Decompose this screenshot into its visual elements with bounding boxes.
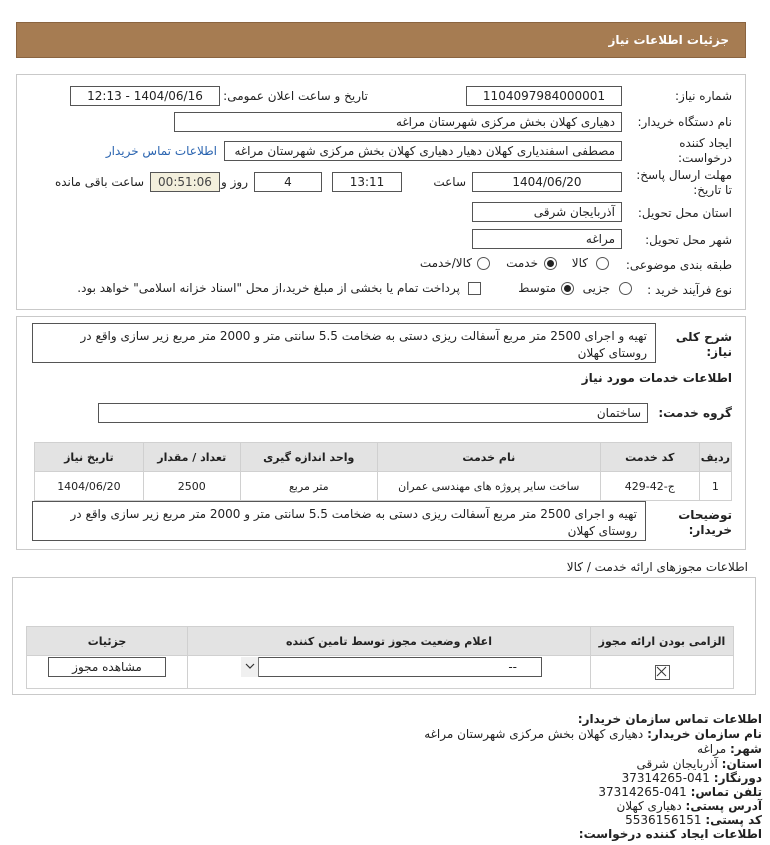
creator-heading: اطلاعات ایجاد کننده درخواست: xyxy=(578,827,762,841)
purchase-radio-medium[interactable] xyxy=(561,282,574,295)
contact-fax-label: دورنگار: xyxy=(713,771,762,785)
service-group-field: ساختمان xyxy=(98,403,648,423)
buyer-contact-link[interactable]: اطلاعات تماس خریدار xyxy=(105,144,217,158)
col-quantity: تعداد / مقدار xyxy=(143,443,240,472)
contact-fax xyxy=(622,771,762,785)
services-table-header xyxy=(35,443,732,472)
contact-province xyxy=(637,757,762,771)
col-service-code: کد خدمت xyxy=(600,443,699,472)
services-section-title: اطلاعات خدمات مورد نیاز xyxy=(581,371,732,385)
contact-address-value: دهیاری کهلان xyxy=(616,799,682,813)
service-group-label: گروه خدمت: xyxy=(658,406,732,420)
treasury-payment-note: پرداخت تمام یا بخشی از مبلغ خرید،از محل "اسناد خزانه اسلامی" خواهد بود. xyxy=(77,281,460,295)
need-number-label: شماره نیاز: xyxy=(675,89,732,103)
contact-address xyxy=(617,799,762,813)
services-table xyxy=(34,442,732,501)
category-radio-service[interactable] xyxy=(544,257,557,270)
creator-label-2: درخواست: xyxy=(678,151,732,165)
purchase-option-medium: متوسط xyxy=(518,281,556,295)
remaining-time-label: ساعت باقی مانده xyxy=(54,175,144,189)
col-permit-status: اعلام وضعیت مجوز توسط تامین کننده xyxy=(188,627,591,656)
purchase-type-label: نوع فرآیند خرید : xyxy=(647,283,732,297)
creator-field: مصطفی اسفندیاری کهلان دهیار دهیاری کهلان بخش مرکزی شهرستان مراغه xyxy=(224,141,622,161)
deadline-date-field: 1404/06/20 xyxy=(472,172,622,192)
buyer-notes-label-1: توضیحات xyxy=(678,508,732,522)
permits-table-header xyxy=(27,627,734,656)
city-label: شهر محل تحویل: xyxy=(645,233,732,247)
buyer-name-field: دهیاری کهلان بخش مرکزی شهرستان مراغه xyxy=(174,112,622,132)
col-permit-required: الزامی بودن ارائه مجوز xyxy=(591,627,734,656)
cell-quantity: 2500 xyxy=(143,472,240,501)
city-field: مراغه xyxy=(472,229,622,249)
category-option-service: خدمت xyxy=(506,256,538,270)
days-label: روز و xyxy=(221,175,248,189)
view-permit-button[interactable]: مشاهده مجوز xyxy=(48,657,166,677)
remaining-time-field: 00:51:06 xyxy=(150,172,220,192)
contact-postal-label: کد پستی: xyxy=(705,813,762,827)
cell-row: 1 xyxy=(699,472,731,501)
contact-fax-value: 041-37314265 xyxy=(621,771,710,785)
col-permit-details: جزئیات xyxy=(27,627,188,656)
contact-org-label: نام سازمان خریدار: xyxy=(647,727,762,741)
chevron-down-icon[interactable] xyxy=(241,657,259,677)
category-label: طبقه بندی موضوعی: xyxy=(625,258,732,272)
permits-title: اطلاعات مجوزهای ارائه خدمت / کالا xyxy=(566,560,748,574)
summary-label-1: شرح کلی xyxy=(675,330,732,344)
cell-need-date: 1404/06/20 xyxy=(35,472,144,501)
permit-status-select-value: -- xyxy=(508,660,517,674)
table-row xyxy=(35,472,732,501)
col-unit: واحد اندازه گیری xyxy=(240,443,377,472)
province-field: آذربایجان شرقی xyxy=(472,202,622,222)
buyer-notes-box: تهیه و اجرای 2500 متر مربع آسفالت ریزی دستی به ضخامت 5.5 سانتی متر و 2000 متر مربع زیر سازی واقع در روستای کهلان xyxy=(32,501,646,541)
col-need-date: تاریخ نیاز xyxy=(35,443,144,472)
announce-date-label: تاریخ و ساعت اعلان عمومی: xyxy=(223,89,368,103)
contact-phone-value: 041-37314265 xyxy=(598,785,687,799)
col-row: ردیف xyxy=(699,443,731,472)
purchase-radio-minor[interactable] xyxy=(619,282,632,295)
contact-city xyxy=(697,742,762,756)
days-remaining-field: 4 xyxy=(254,172,322,192)
contact-province-label: استان: xyxy=(721,757,762,771)
summary-text-box: تهیه و اجرای 2500 متر مربع آسفالت ریزی دستی به ضخامت 5.5 سانتی متر و 2000 متر مربع زیر سازی واقع در روستای کهلان xyxy=(32,323,656,363)
contact-org xyxy=(424,727,762,741)
treasury-payment-checkbox[interactable] xyxy=(468,282,481,295)
province-label: استان محل تحویل: xyxy=(637,206,732,220)
contact-org-value: دهیاری کهلان بخش مرکزی شهرستان مراغه xyxy=(424,727,644,741)
announce-date-field: 1404/06/16 - 12:13 xyxy=(70,86,220,106)
deadline-label-2: تا تاریخ: xyxy=(693,183,732,197)
page-header xyxy=(16,22,746,58)
buyer-notes-label-2: خریدار: xyxy=(688,523,732,537)
contact-city-value: مراغه xyxy=(697,742,727,756)
category-radio-goods-service[interactable] xyxy=(477,257,490,270)
contact-section xyxy=(0,708,770,845)
category-radio-goods[interactable] xyxy=(596,257,609,270)
col-service-name: نام خدمت xyxy=(377,443,600,472)
need-number-field: 1104097984000001 xyxy=(466,86,622,106)
buyer-name-label: نام دستگاه خریدار: xyxy=(637,115,732,129)
category-option-goods: کالا xyxy=(571,256,588,270)
contact-phone xyxy=(598,785,762,799)
deadline-label-1: مهلت ارسال پاسخ: xyxy=(636,168,732,182)
need-info-panel xyxy=(16,74,746,310)
cell-unit: متر مربع xyxy=(240,472,377,501)
contact-heading: اطلاعات تماس سازمان خریدار: xyxy=(577,712,762,726)
contact-phone-label: تلفن تماس: xyxy=(690,785,762,799)
permit-required-checkbox[interactable] xyxy=(655,665,670,680)
cell-service-code: ج-42-429 xyxy=(600,472,699,501)
page-title: جزئیات اطلاعات نیاز xyxy=(608,33,729,47)
creator-label-1: ایجاد کننده xyxy=(679,136,732,150)
deadline-time-field: 13:11 xyxy=(332,172,402,192)
cell-permit-required xyxy=(591,656,734,689)
category-option-goods-service: کالا/خدمت xyxy=(419,256,472,270)
contact-city-label: شهر: xyxy=(730,742,762,756)
contact-address-label: آدرس پستی: xyxy=(685,799,762,813)
deadline-time-label: ساعت xyxy=(433,175,466,189)
cell-service-name: ساخت سایر پروژه های مهندسی عمران xyxy=(377,472,600,501)
summary-label-2: نیاز: xyxy=(706,345,732,359)
contact-postal xyxy=(625,813,762,827)
contact-province-value: آذربایجان شرقی xyxy=(636,757,718,771)
purchase-option-minor: جزیی xyxy=(582,281,610,295)
permit-status-select[interactable] xyxy=(241,657,542,677)
contact-postal-value: 5536156151 xyxy=(625,813,702,827)
